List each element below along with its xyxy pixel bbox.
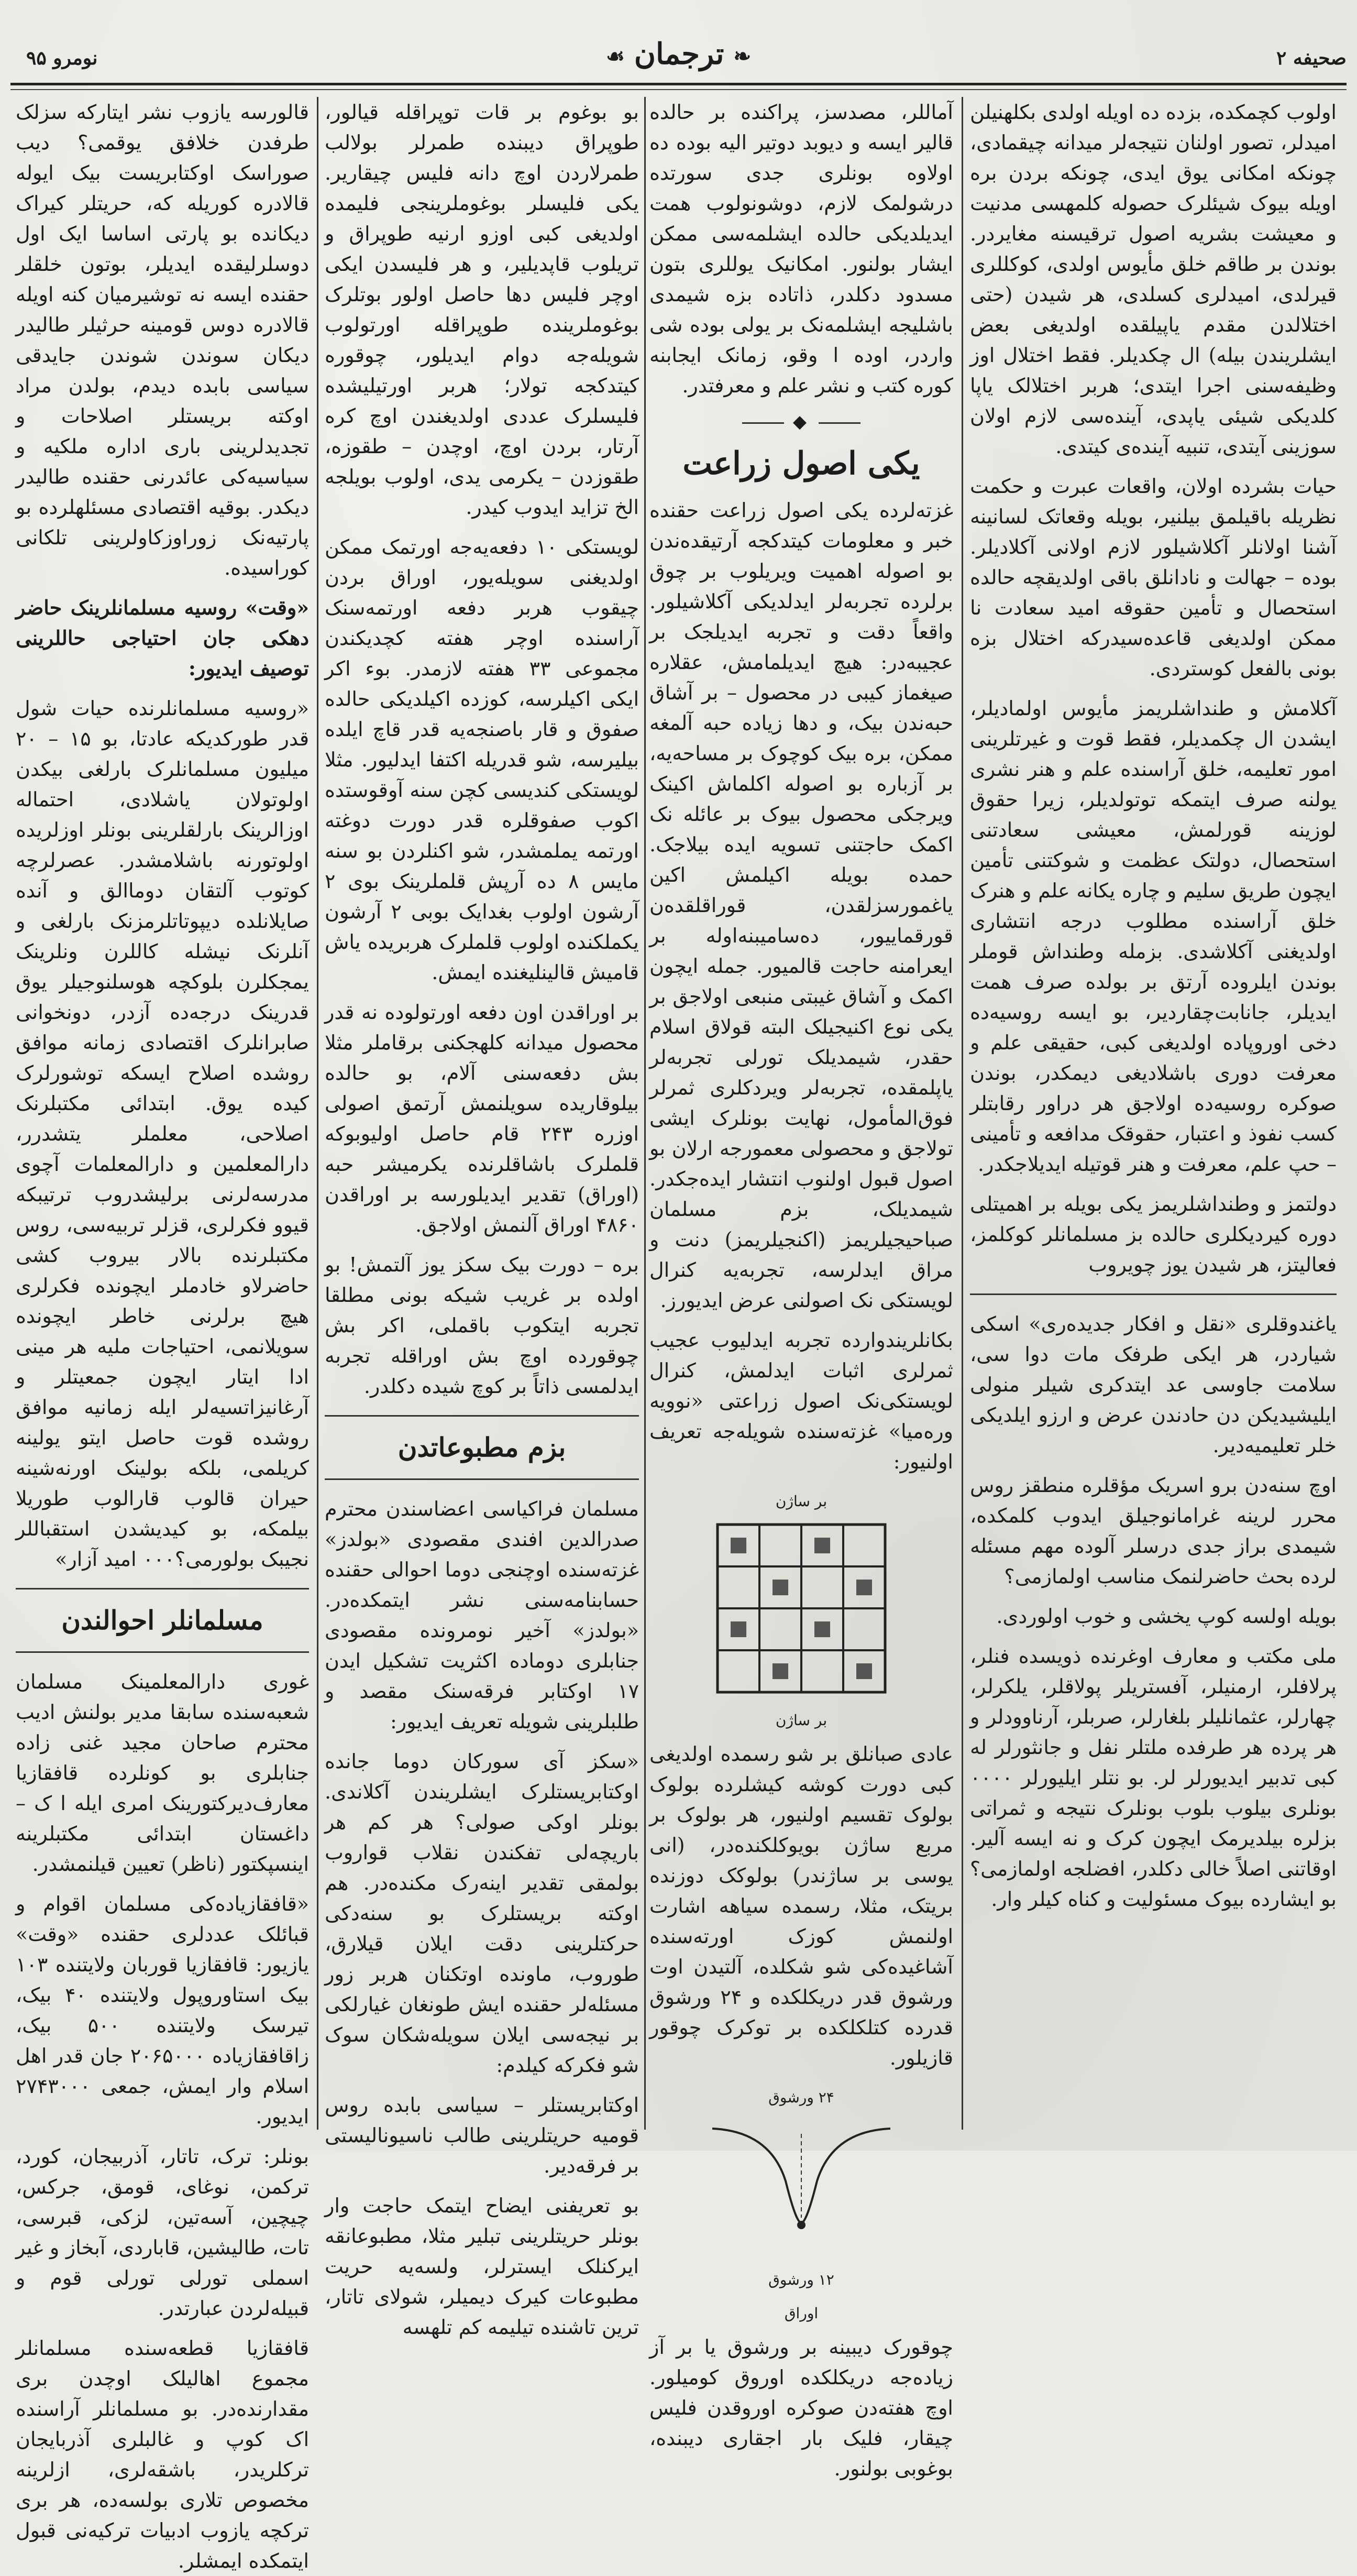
- curve-label-top: ۲۴ ورشوق: [768, 2089, 834, 2106]
- hole-mark: [814, 1621, 830, 1637]
- column-divider: [644, 97, 646, 2130]
- ornament-icon: ❧: [733, 43, 752, 69]
- curve-label-side: ۱۲ ورشوق: [768, 2271, 834, 2288]
- paragraph: اولوب کچمکده، بزده ده اویله اولدی بکلهنیلن امیدلر، تصور اولنان نتیجه‌لر میدانه چیقمادی، چونکه امکانی یوق ایدی، چونکه بردن بره اویله بیوک شیئلرک حصوله کلمهسی مدنیت و معیشت بشریه اصول ترقیسنه مغایردر. بوندن بر طاقم خلق مأیوس اولدی، کوکللری قیرلدی، امیدلری کسلدی، هر شیدن (حتی اختلالدن مقدم یاپیلقده اولدیغی بعض ایشلریندن بیله) ال چکدیلر. فقط اختلال اوز وظیفه‌سنی اجرا ایتدی؛ هربر اختلالک یاپا کلدیکی شیئی یاپدی، آینده‌سی لازم اولان سوزینی آیتدی، تنبیه آینده‌ی کیتدی.: [970, 101, 1337, 458]
- diagram-label-side: بر ساژن: [775, 1712, 828, 1729]
- section-rule: [16, 1588, 309, 1590]
- section-rule: [970, 1294, 1337, 1295]
- section-title: مسلمانلر احوالندن: [61, 1605, 263, 1636]
- pit-svg: [707, 2118, 896, 2233]
- pit-profile-diagram: [707, 2118, 896, 2254]
- hole-mark: [773, 1580, 788, 1595]
- hole-mark: [731, 1538, 746, 1553]
- paragraph: لویستکی ۱۰ دفعه‌یه‌جه اورتمک ممکن اولدیغنی سویله‌یور، اوراق بردن چیقوب هربر دفعه اورتمه‌سنک آراسنده اوچر هفته کچدیکندن مجموعی ۳۳ هفته لازمدر. بوء اکر ایکی اکیلرسه، کوزده اکیلدیکی حالده صفوق و قار باصنجه‌یه قدر قاچ ایلده بیلیرسه، شو قدریله اکتفا ایدلیور. مثلا لویستکی کندیسی کچن سنه آوقوستده اکوب صفوقلره قدر دورت دوغته اورتمه یملمشدر، شو اکنلردن بو سنه مایس ۸ ده آرپش قلملرینک بوی ۲ آرشون اولوب بغدایک بوبی ۲ آرشون یکملکنده اولوب قلملرک هربریده یاش قامیش قالینلیغنده ایمش.: [325, 535, 639, 984]
- paragraph: آماللر، مصدسز، پراکنده بر حالده قالیر ایسه و دیوبد دوتیر الیه بوده ده اولاوه بونلری جدی سورتده درشولمک لازم، دوشونولوب همت ایدیلدیکی حالده ایشلمه‌سی ممکن ایشار بولنور. امکانیک یوللری بتون مسدود دکلدر، ذاتاده بزه شیمدی باشلیجه ایشلمه‌نک بر یولی بوده شی واردر، اوده ا وقو، زمانک ایجابنه کوره کتب و نشر علم و معرفتدر.: [649, 101, 953, 397]
- column-4: [16, 97, 309, 2572]
- section-rule: [325, 1415, 639, 1417]
- page-label: صحیفه ۲: [1276, 47, 1347, 69]
- paragraph: «قافقازیاده‌کی مسلمان اقوام و قبائلک عددلری حقنده «وقت» یازیور: قافقازیا قوربان ولایتنده ۱۰۳ بیک استاوروپول ولایتنده ۴۰ بیک، تیرسک ولایتنده ۵۰۰ بیک، زاقافقازیاده ۲۰۶۵۰۰۰ جان قدر اهل اسلام وار ایمش، جمعی ۲۷۴۳۰۰۰ ایدیور.: [16, 1892, 309, 2128]
- masthead-title: ترجمان: [634, 37, 724, 71]
- column-divider: [317, 97, 318, 2130]
- curve-label-bottom: اوراق: [784, 2305, 819, 2322]
- hole-mark: [856, 1580, 872, 1595]
- paragraph: بونلر: ترک، تاتار، آذربیجان، کورد، ترکمن، نوغای، قومق، جرکس، چیچین، آسه‌تین، لزکی، قبرسی، تات، طالیشین، قاباردی، آبخاز و غیر اسملی تورلی تورلی قوم و قبیله‌لردن عبارتدر.: [16, 2145, 309, 2320]
- section-title: بزم مطبوعاتدن: [398, 1432, 566, 1463]
- hole-mark: [731, 1621, 746, 1637]
- paragraph: مسلمان فراکیاسی اعضاسندن محترم صدرالدین افندی مقصودی «بولدز» غزته‌سنده اوچنجی دوما احوالی حقنده حسابنامه‌سنی نشر ایتمکده‌در. «بولدز» آخیر نومرونده مقصودی جنابلری دوماده اکثریت تشکیل ایدن ۱۷ اوکتابر فرقه‌سنک مقصد و طلبلرینی شویله تعریف ایدیور:: [325, 1497, 639, 1733]
- hole-mark: [856, 1663, 872, 1679]
- paragraph: «سکز آی سورکان دوما جانده اوکتابریستلرک ایشلریندن آکلاندی. بونلر اوکی صولی؟ هر کم هر باریچه‌لی تفکندن نقلاب قواروب بولمقی تقدیر اینه‌رک مکنده‌در. هم اوکته بریستلرک بو سنه‌دکی حرکتلرینی دقت ایلان قیلارق، طوروب، ماونده اوتکنان هربر زور مسئله‌لر حقنده ایش طونغان غیارلکی بر نیجه‌سی ایلان سویله‌شکان سوک شو فکرکه کیلدم:: [325, 1750, 639, 2077]
- paragraph: چوقورک دیبینه بر ورشوق یا بر آز زیاده‌جه دریکلکده اوروق کومیلور. اوچ هفته‌دن صوکره اوروقدن فلیس چیقار، فلیک بار اجقاری دیبنده، بوغوبی بولنور.: [649, 2336, 953, 2480]
- paragraph: بویله اولسه کوپ یخشی و خوب اولوردی.: [996, 1605, 1337, 1628]
- hole-mark: [773, 1663, 788, 1679]
- header-rule-thin: [10, 89, 1347, 90]
- paragraph: آکلامش و طنداشلریمز مأیوس اولمادیلر، ایشدن ال چکمدیلر، فقط قوت و غیرتلرینی امور تعلیمه، خلق آراسنده علم و هنر نشری یولنه صرف ایتمکه توتولدیلر، زیرا حقوق لوزینه قورلمش، معیشی سعادتنی استحصال، دولتک عظمت و شوکتنی تأمین ایچون طریق سلیم و چاره یکانه علم و هنرک خلق آراسنده مطلوب درجه انتشاری اولدیغنی آکلاشدی. بزمله وطنداش قوملر بوندن ایلروده آرتق بر بولده صرف همت ایدیلر، جانابت‌چقاردیر، بو ایسه روسیه‌ده دخی اوروپاده اولدیغی کبی، حقیقی علم و معرفت دوری باشلادیغی دیمکدر، بوندن صوکره روسیه‌ده اولاجق هر دراور رقابتلر کسب نفوذ و اعتبار، حقوقک مدافعه و تأمینی – حپ علم، معرفت و هنر قوتیله ایدیلاجکدر.: [970, 697, 1337, 1176]
- column-2: [649, 97, 954, 2480]
- section-rule: [325, 1478, 639, 1480]
- section-separator: ◆: [649, 411, 953, 432]
- diagram-label-top: بر ساژن: [775, 1493, 828, 1510]
- paragraph: غوری دارالمعلمینک مسلمان شعبه‌سنده سابقا مدیر بولنش ادیب محترم صاحان مجید غنی زاده جنابلری بو کونلرده قافقازیا معارف‌دیرکتورینک امری ایله ا ک – داغستان ابتدائی مکتبلرینه اینسپکتور (ناظر) تعیین قیلنمشدر.: [16, 1670, 309, 1876]
- paragraph: بکانلریندوارده تجربه ایدلیوب عجیب ثمرلری اثبات ایدلمش، کنرال لویستکی‌نک اصول زراعتی «نوویه وره‌میا» غزته‌سنده شویله‌جه تعریف اولنیور:: [649, 1329, 953, 1473]
- column-divider: [962, 97, 963, 2130]
- paragraph: قالورسه یازوب نشر ایتارکه سزلک طرفدن خلافق یوقمی؟ دیب صوراسک اوکتابریست بیک ایوله قالادره کوریله که، حریتلر کیراک دیکانده بو پارتی اساسا ایک اول دوسلرلیقده ایدیلر، بوتون خلقلر حقنده ایسه نه توشیرمیان کنه اویله قالادره دوس قومینه حرثیلر طالیدر دیکان سوندن شوندن جایدقی سیاسی بابده دیدم، بولدن مراد اوکته بریستلر اصلاحات و تجدیدلرینی باری اداره ملکیه و سیاسیه‌کی عائدرنی حقنده طالیدر دیکدر. بوقیه اقتصادی مسئلهلرده بو پارتیه‌نک زوراوزکاولرینی تلکانی کوراسیده.: [16, 101, 309, 579]
- section-rule: [16, 1651, 309, 1653]
- masthead: [597, 37, 760, 71]
- column-3: [325, 97, 639, 2339]
- field-grid-diagram: [715, 1522, 888, 1695]
- grid-svg: [715, 1522, 888, 1695]
- paragraph: اوکتابریستلر – سیاسی بابده روس قومیه حریتلرینی طالب ناسیونالیستی بر فرقه‌دیر.: [325, 2093, 639, 2177]
- paragraph: دولتمز و وطنداشلریمز یکی بویله بر اهمیتلی دوره کیردیکلری حالده بز مسلمانلر کوکلمز، فعالیتز، هر شیدن یوز چویروب: [970, 1192, 1337, 1276]
- ornament-icon: ☙: [605, 43, 625, 69]
- paragraph: بو بوغوم بر قات توپراقله قیالور، طوپراق دیبنده طمرلر بولالب طمرلاردن اوچ دانه فلیس چیقاریر. یکی فلیسلر بوغوملرینجی فلیمده اولدیغی کبی اوزو ارنیه طوپراق و تریلوب قاپدیلیر، و هر فلیسدن ایکی اوچر فلیس دها حاصل اولور بوتلرک بوغوملرینده طوپراقله اورتولوب شویله‌جه دوام ایدیلور، چوقوره کیتدکجه تولار؛ هربر اورتیلیشده فلیسلرک عددی اولدیغندن اوچ کره آرتار، بردن اوچ، اوچدن – طقوزه، طقوزدن – یکرمی یدی، اولوب بویلجه الخ تزاید ایدوب کیدر.: [325, 101, 639, 519]
- subheading: «وقت» روسیه مسلمانلرینک حاضر دهکی جان احتیاجی حاللرینی توصیف ایدیور:: [16, 596, 309, 680]
- issue-number: نومرو ۹۵: [26, 47, 98, 69]
- paragraph: بره – دورت بیک سکز یوز آلتمش! بو اولده بر غریب شیکه بونی مطلقا تجربه ایتکوب باقملی، اکر بش چوقورده اوچ بش اوراقله تجربه ایدلمسی ذاتاً بر کوچ شیده دکلدر.: [325, 1253, 639, 1398]
- paragraph: ملی مکتب و معارف اوغرنده ذویسده فنلر، پرلافلر، ارمنیلر، آفستریلر پولاقلر، یلکرلر، چهارلر، عثمانلیلر بلغارلر، صربلر، آرناوودلر و هر پرده هر طرفده ملتلر نفل و جانثورلر له کبی تدبیر ایدیورلر لر. بو نتلر ایلیورلر ۰۰۰۰ بونلری بیلوب بلوب بونلرک نتیجه و ثمراتی بزلره بیلدیرمک ایچون کرک و نه ایسه آلیر. اوقاتنی اصلاً خالی دکلدر، افضلجه اولمازمی؟ بو ایشارده بیوک مسئولیت و کناه کیلر وار.: [970, 1645, 1337, 1911]
- header-rule: [10, 83, 1347, 85]
- article-title: یکی اصول زراعت: [682, 445, 920, 482]
- paragraph: اوچ سنه‌دن برو اسریک مؤقلره منطقز روس محرر لرینه غرامانوجیلق ایدوب کلمکده، شیمدی براز جدی درسلر آلوده مهم مسئله لرده بحث حاضرلنمک مناسب اولمازمی؟: [970, 1474, 1337, 1588]
- paragraph: یاغندوقلری «نقل و افکار جدیده‌ری» اسکی شیاردر، هر ایکی طرفک مات دوا سی، سلامت جاوسی عد ایتدکری شیلر منولی ایلیشیدیکن دن حادندن عرض و ارزو ایلدیکی خلر تعلیمیه‌دیر.: [970, 1312, 1337, 1457]
- paragraph: بو تعریفنی ایضاح ایتمک حاجت وار بونلر حریتلرینی تبلیر مثلا، مطبوعانقه ایرکنلک ایسترلر، ولسه‌یه حریت مطبوعات کیرک دیمیلر، شولای تاتار، ترین تاشنده تیلیمه کم تلهسه: [325, 2194, 639, 2339]
- paragraph: قافقازیا قطعه‌سنده مسلمانلر مجموع اهالیلک اوچدن بری مقدارنده‌در. بو مسلمانلر آراسنده اک کوپ و غالبلری آذربایجان ترکلریدر، باشقه‌لری، ازلرینه مخصوص تلاری بولسه‌ده، هر بری ترکچه یازوب ادبیات ترکیه‌نی قبول ایتمکده ایمشلر.: [16, 2337, 309, 2572]
- page-header: [10, 31, 1347, 79]
- paragraph: عادی صبانلق بر شو رسمده اولدیغی کبی دورت کوشه کیشلرده بولوک بولوک تقسیم اولنیور، هر بولوک بر مربع ساژن بویوکلکنده‌در، (انی یوسی بر ساژندر) بولوکک دوزنده بریتک، مثلا، رسمده سیاهه اشارت اولنمش کوزک اورته‌سنده آشاغیده‌کی شو شکلده، آلتیدن اوت ورشوق قدر دریکلکده و ۲۴ ورشوق قدرده کتلکلکده بر توکرک چوقور قازیلور.: [649, 1742, 954, 2069]
- paragraph: حیات بشرده اولان، واقعات عبرت و حکمت نظریله باقیلمق بیلنیر، بویله وقعاتک لسانینه آشنا اولانلر آکلاشیلور لازم اولانی آکلادیلر. بوده – جهالت و نادانلق باقی اولدیقچه حالده استحصال و تأمین حقوقه امید سعادت نا ممکن اولدیغی قاعده‌سیدرکه اختلال بزه بونی بالفعل کوستردی.: [970, 475, 1337, 680]
- hole-mark: [814, 1538, 830, 1553]
- paragraph: بر اوراقدن اون دفعه اورتولوده نه قدر محصول میدانه کلهجکنی برقاملر مثلا بش دفعه‌سنی آلام، بو حالده بیلوقاریده سویلنمش آرتمق اصولی اوزره ۲۴۳ قام حاصل اولیوبوکه قلملرک باشاقلرنده یکرمیشر حبه (اوراق) تقدیر ایدیلورسه بر اوراقدن ۴۸۶۰ اوراق آلنمش اولاجق.: [325, 1001, 639, 1236]
- paragraph: غزته‌لرده یکی اصول زراعت حقنده خبر و معلومات کیتدکجه آرتیقده‌ندن بو اصوله اهمیت ویریلوب بر چوق برلرده تجربه‌لر ایدلدیکی آکلاشیلور. واقعاً دقت و تجربه ایدیلجک بر عجیبه‌در: هیچ ایدیلمامش، عقلاره صیغماز کیبی در محصول – بر آشاق حبه‌ندن بیک، و دها زیاده حبه آلمغه ممکن، بره بیک کوچوک بر مساحه‌یه، بر آزباره بو اصوله اکلماش اکینک ویرجکی محصول بیوک بر عائله نک اکمک حاجتنی تسویه ایده بیلاجک. حمده بویله اکیلمش اکین یاغمورسزلقدن، قوراقلقده‌ن قورقماییور، ده‌سامیبنه‌اوله بر ایعرامنه حاجت قالمیور. جمله ایچون اکمک و آشاق غیبتی منبعی اولاجق بر یکی نوع اکنیجیلک البته قولاق اسلام حقدر، شیمدیلک تورلی تجربه‌لر یاپلمقده، تجربه‌لر ویردکلری ثمرلر فوق‌المأمول، نهایت بونلرک ایشی تولاجق و محصولی معمورجه ارلان بو اصول قبول اولنوب انتشار ایده‌جکدر. شیمدیلک، بزم مسلمان صباحیجیلریمز (اکنجیلریمز) دنت و مراق ایدلرسه، تجربه‌یه کنرال لویستکی نک اصولنی عرض ایدیورز.: [649, 499, 953, 1312]
- column-1: [970, 97, 1337, 2130]
- paragraph: «روسیه مسلمانلرنده حیات شول قدر طورکدیکه عادتا، بو ۱۵ – ۲۰ میلیون مسلمانلرک بارلغی بیکدن اولوتولان یاشلادی، احتماله اوزالرینک بارلقلرینی بونلر اوزلریده اولوتورنه باشلامشدر. عصرلرچه کوتوب آلتقان دوماالق و آنده صایلانلده دیپوتاتلرمزنک بارلغی و آنلرنک نیشله کاللرن ونلرینک یمجکلرن بلوکچه هوسلنوجیلر یوق قدرینک درجه‌ده آزدر، دونخوانی صابرانلرک اقتصادی زمانه موافق روشده اصلاح ایسکه توشورلرک کیده یوق. ابتدائی مکتبلرنک اصلاحی، معلملر یتشدرر، دارالمعلمین و دارالمعلمات آچوی مدرسه‌لرنی برلیشدروب ترتیبکه قیوو فکرلری، قزلر تربیه‌سی، روس مکتبلرنده بالار بیروب کشی حاضرلاو خادملر ایچونده فکرلری هیچ برلرنی خاطر ایچونده سویلانمی، احتیاجات ملیه هر مینی ادا ایتار ایچون جمعیتلر و آرغانیزاتسیه‌لر ایله زمانیه موافق روشده قوت حاصل ایتو یولینه کریلمی، بلکه بولینک اورنه‌شینه حیران قالوب قارالوب طوریلا بیلمکه، بو کیدیشدن استقباللر نجیبک بولورمی؟۰۰۰ امید آزار»: [16, 697, 309, 1571]
